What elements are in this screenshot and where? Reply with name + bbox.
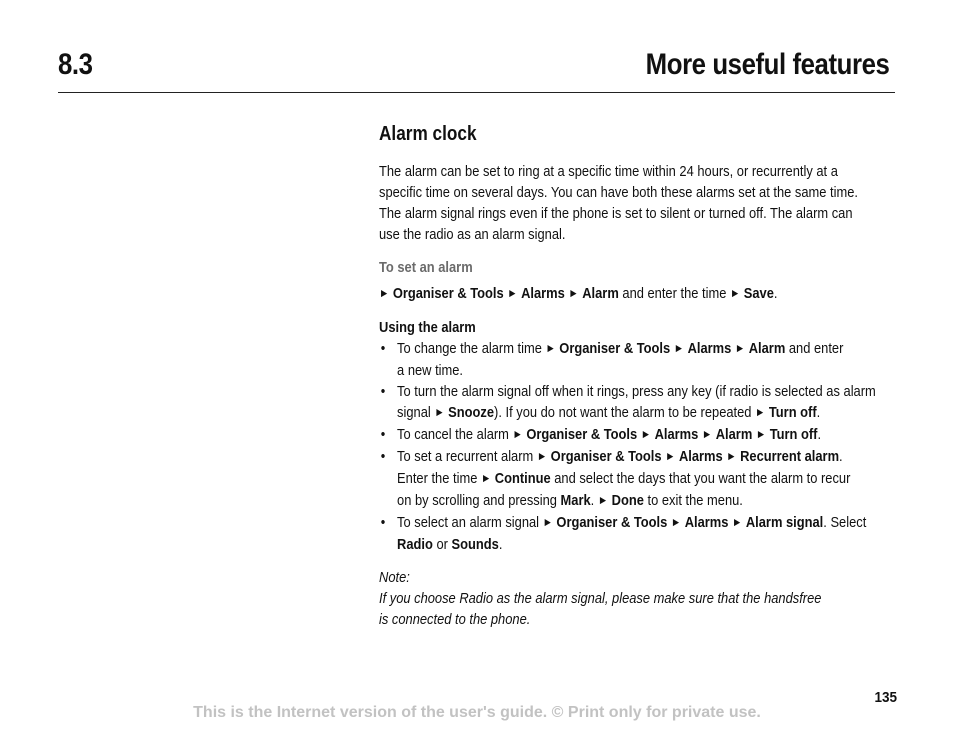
note-label: Note:	[379, 569, 410, 586]
text: ). If you do not want the alarm to be repeated	[494, 404, 756, 421]
menu-item: Recurrent alarm	[740, 448, 840, 465]
chapter-title: More useful features	[645, 48, 889, 81]
menu-item: Save	[743, 285, 774, 302]
arrow-icon: ►	[640, 427, 652, 441]
text: To select an alarm signal	[397, 514, 543, 531]
menu-item: Alarms	[654, 426, 699, 443]
chapter-number: 8.3	[58, 48, 93, 81]
intro-line: specific time on several days. You can have both these alarms set at the same time.	[379, 184, 858, 201]
arrow-icon: ►	[673, 341, 684, 355]
text: . Select	[823, 514, 867, 531]
menu-item: Alarms	[521, 285, 565, 302]
text: signal	[397, 404, 435, 421]
arrow-icon: ►	[597, 493, 609, 507]
list-item	[379, 446, 861, 512]
section-title: Alarm clock	[379, 123, 477, 145]
list-item	[379, 338, 861, 381]
set-alarm-path	[379, 283, 861, 305]
menu-item: Radio	[397, 536, 433, 553]
list-line	[397, 338, 861, 360]
text: To change the alarm time	[397, 340, 546, 357]
list-line	[397, 468, 861, 490]
list-item	[379, 424, 861, 446]
menu-item: Done	[611, 492, 644, 509]
text: and enter	[785, 340, 844, 357]
intro-paragraph	[379, 161, 861, 245]
arrow-icon: ►	[507, 286, 518, 300]
arrow-icon: ►	[726, 449, 737, 463]
list-line	[397, 446, 861, 468]
menu-item: Alarms	[684, 514, 729, 531]
text: .	[817, 426, 822, 443]
list-line: a new time.	[397, 362, 464, 379]
menu-item: Alarms	[678, 448, 723, 465]
arrow-icon: ►	[545, 341, 556, 355]
text: and select the days that you want the alarm to recur	[550, 470, 851, 487]
text: .	[498, 536, 503, 553]
menu-item: Organiser & Tools	[392, 285, 504, 302]
menu-item: Alarm	[715, 426, 753, 443]
menu-item: Organiser & Tools	[556, 514, 668, 531]
menu-item: Sounds	[451, 536, 499, 553]
text: To set a recurrent alarm	[397, 448, 537, 465]
arrow-icon: ►	[755, 405, 766, 419]
menu-item: Alarms	[687, 340, 732, 357]
menu-item: Turn off	[768, 404, 817, 421]
footer-notice: This is the Internet version of the user's guide. © Print only for private use.	[193, 704, 761, 721]
main-content	[379, 122, 876, 630]
list-line	[397, 512, 867, 534]
menu-item: Continue	[494, 470, 551, 487]
arrow-icon: ►	[536, 449, 548, 463]
arrow-icon: ►	[732, 515, 743, 529]
page-number: 135	[874, 689, 897, 706]
arrow-icon: ►	[568, 286, 579, 300]
arrow-icon: ►	[379, 286, 390, 300]
list-line	[397, 402, 861, 424]
text: to exit the menu.	[643, 492, 743, 509]
header-divider	[58, 92, 895, 93]
menu-item: Organiser & Tools	[550, 448, 662, 465]
arrow-icon: ►	[512, 427, 523, 441]
text: To cancel the alarm	[397, 426, 513, 443]
menu-item: Mark	[560, 492, 591, 509]
menu-item: Alarm signal	[745, 514, 824, 531]
arrow-icon: ►	[734, 341, 746, 355]
intro-line: The alarm can be set to ring at a specific time within 24 hours, or recurrently at a	[379, 163, 838, 180]
list-item	[379, 512, 867, 555]
arrow-icon: ►	[542, 515, 553, 529]
text: on by scrolling and pressing	[397, 492, 561, 509]
text: or	[432, 536, 452, 553]
text: .	[816, 404, 821, 421]
list-line	[397, 424, 861, 446]
intro-line: use the radio as an alarm signal.	[379, 226, 566, 243]
text: .	[839, 448, 843, 465]
menu-item: Turn off	[769, 426, 818, 443]
note-line: is connected to the phone.	[379, 611, 531, 628]
text: and enter the time	[618, 285, 730, 302]
arrow-icon: ►	[480, 471, 492, 485]
intro-line: The alarm signal rings even if the phone is set to silent or turned off. The alarm can	[379, 205, 853, 222]
using-alarm-heading: Using the alarm	[379, 319, 476, 336]
menu-item: Organiser & Tools	[526, 426, 638, 443]
using-alarm-list	[379, 338, 876, 555]
menu-item: Snooze	[448, 404, 495, 421]
note-block	[379, 567, 861, 630]
arrow-icon: ►	[701, 427, 713, 441]
arrow-icon: ►	[665, 449, 676, 463]
arrow-icon: ►	[434, 405, 445, 419]
list-line	[397, 490, 861, 512]
arrow-icon: ►	[670, 515, 682, 529]
menu-item: Alarm	[748, 340, 786, 357]
note-line: If you choose Radio as the alarm signal, please make sure that the handsfree	[379, 590, 822, 607]
menu-item: Organiser & Tools	[559, 340, 671, 357]
list-line	[397, 534, 861, 555]
set-alarm-heading: To set an alarm	[379, 259, 473, 276]
list-item	[379, 381, 876, 424]
arrow-icon: ►	[729, 286, 741, 300]
menu-item: Alarm	[582, 285, 619, 302]
text: .	[773, 285, 778, 302]
text: Enter the time	[397, 470, 481, 487]
arrow-icon: ►	[755, 427, 767, 441]
text: .	[590, 492, 598, 509]
list-line: • To turn the alarm signal off when it rings, press any key (if radio is selected as alarm	[397, 383, 876, 400]
